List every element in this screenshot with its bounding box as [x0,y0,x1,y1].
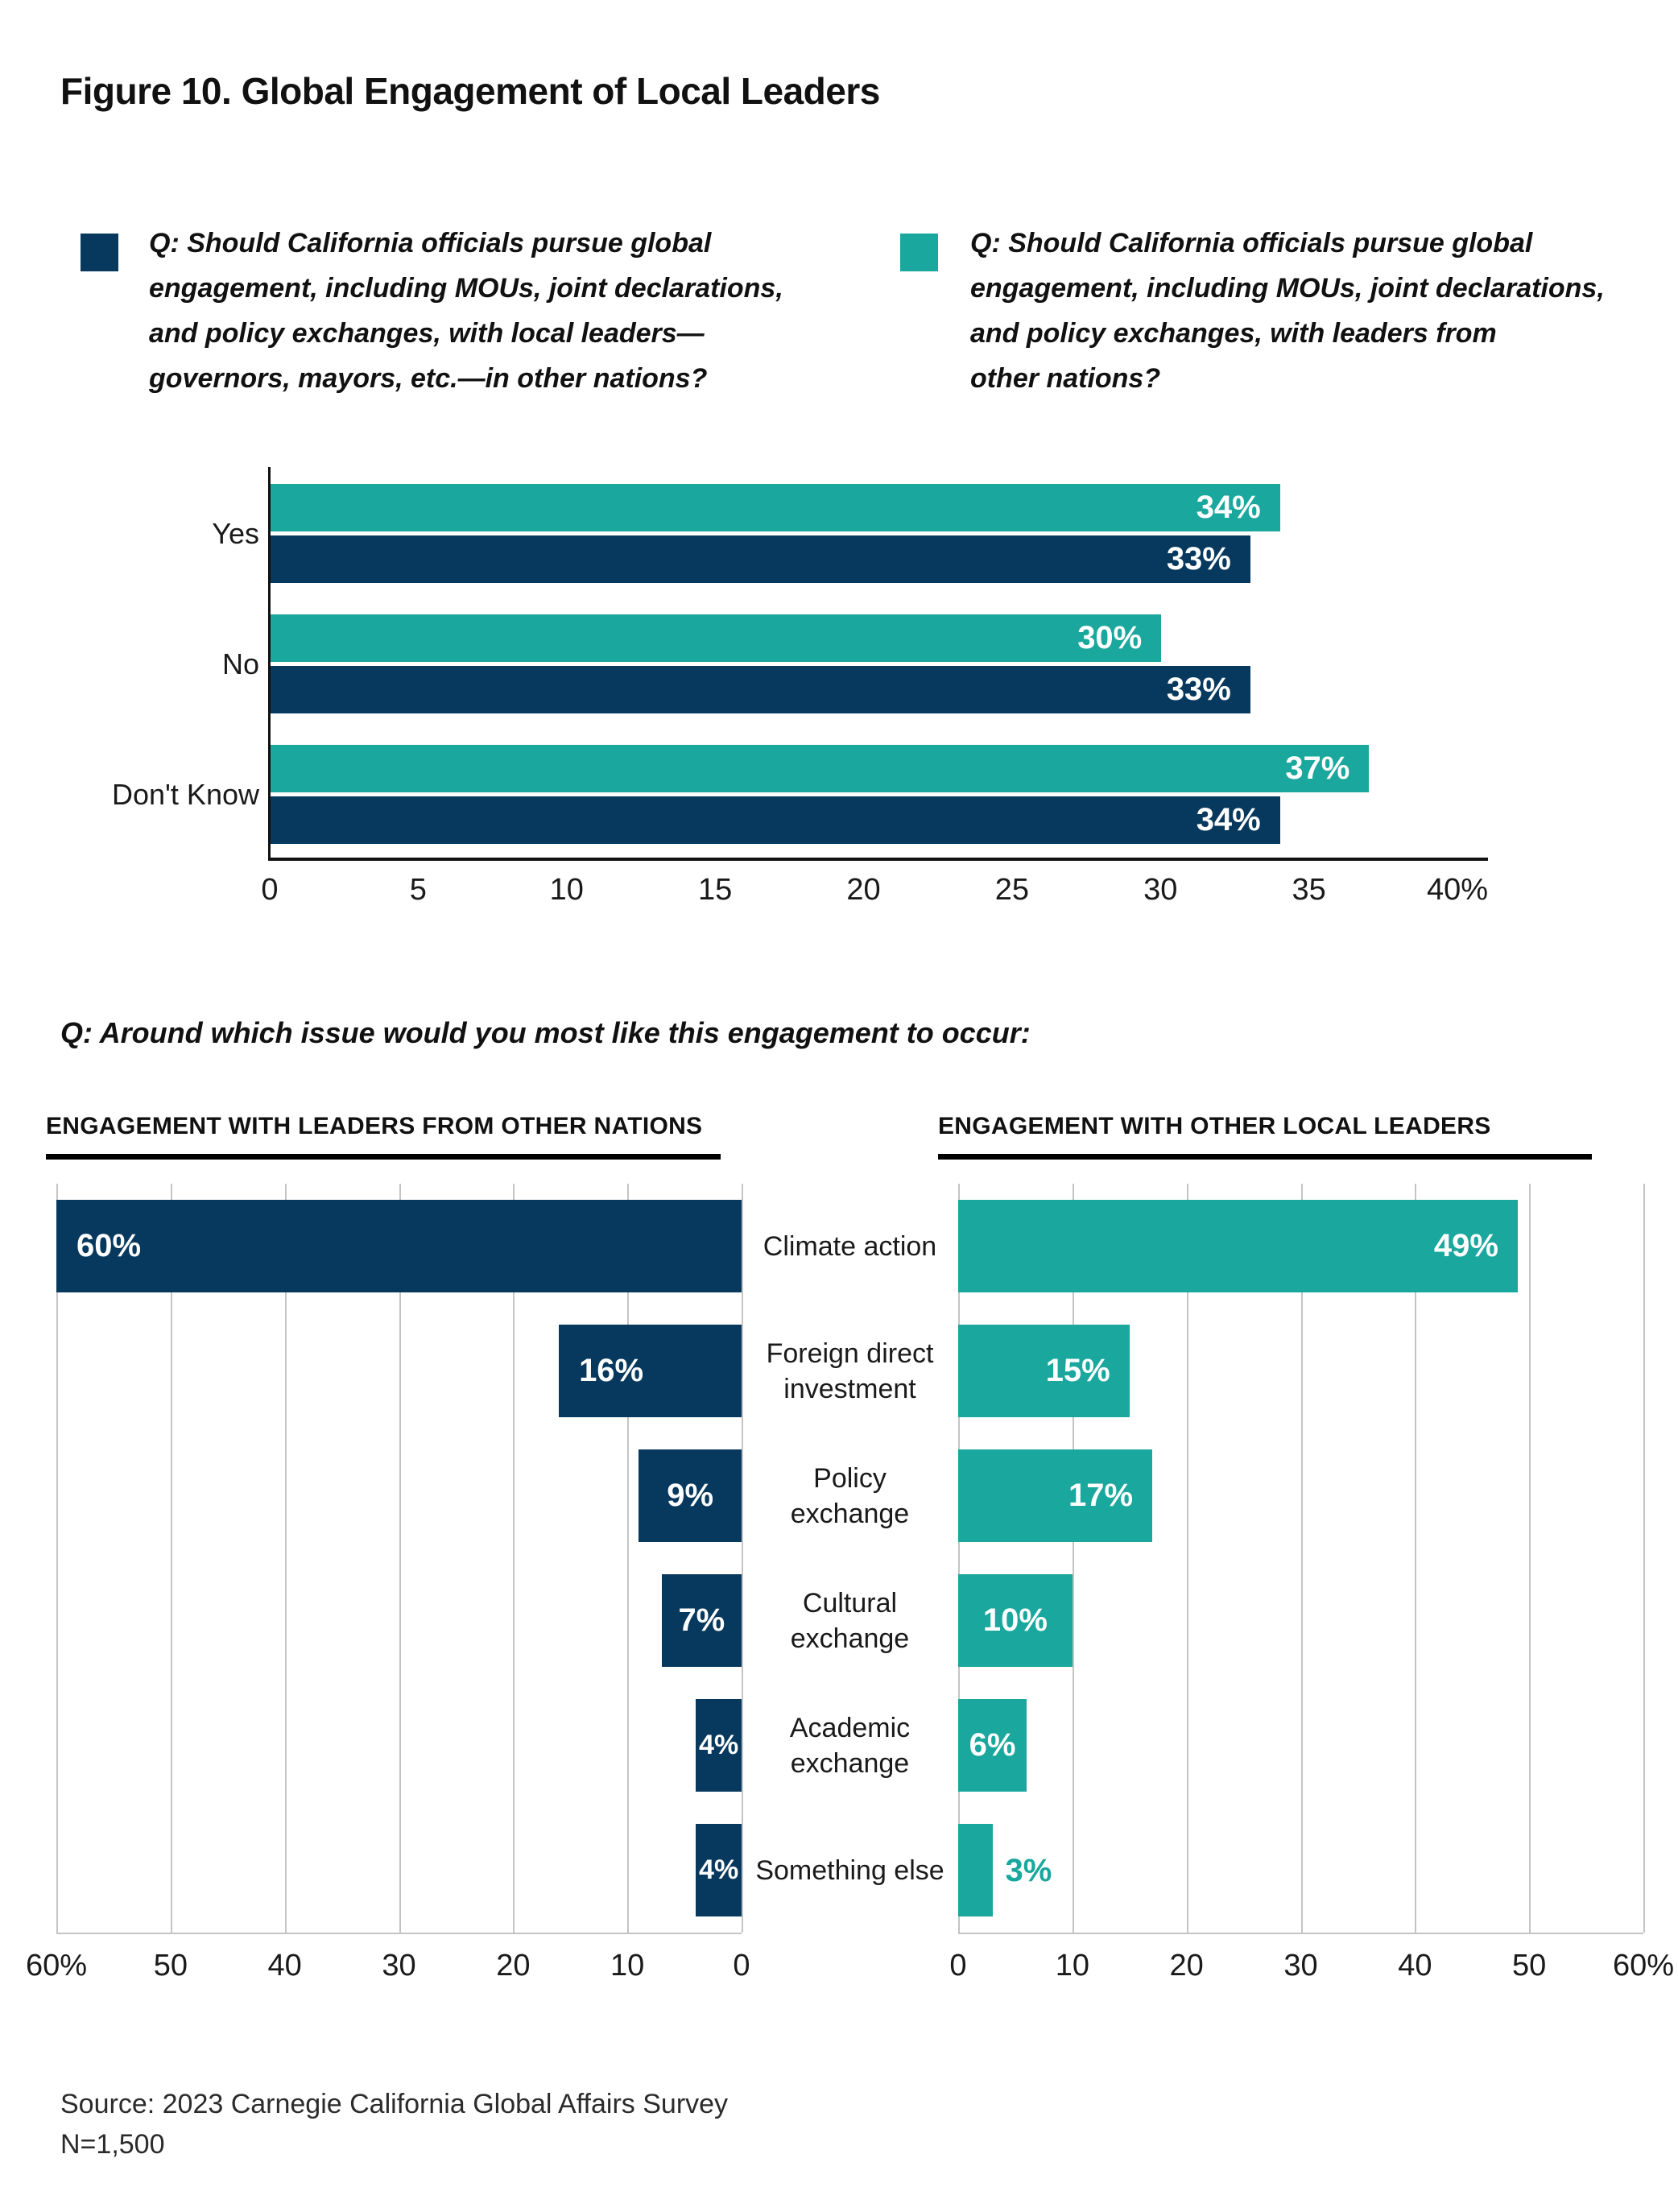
gridline [1643,1184,1645,1933]
x-tick-label: 5 [409,873,427,907]
bar-teal-climate-action: 49% [958,1200,1518,1292]
bar-navy-policy-exchange: 9% [639,1449,742,1542]
x-tick-label: 0 [949,1949,967,1983]
gridline [627,1184,629,1933]
category-label-line: exchange [790,1747,910,1779]
category-label-line: investment [783,1373,916,1404]
source-line: N=1,500 [60,2129,165,2160]
bar-navy-don-t-know: 34% [271,796,1280,844]
legend-question-line: Q: Should California officials pursue global [149,228,712,258]
bar-teal-yes: 34% [271,484,1280,531]
legend-question-line: and policy exchanges, with leaders from [970,318,1497,349]
x-tick-label: 40 [267,1949,302,1983]
x-tick-label: 15 [697,873,733,907]
x-tick-label: 30 [1283,1949,1318,1983]
gridline [399,1184,401,1933]
source-note [60,2084,728,2164]
baseline [958,1933,1643,1934]
figure-title: Figure 10. Global Engagement of Local Leaders [60,70,880,112]
x-tick-label: 10 [610,1949,645,1983]
category-label-don-t-know: Don't Know [112,777,259,811]
legend-question-line: Q: Should California officials pursue global [970,228,1533,258]
gridline [1073,1184,1074,1933]
category-label-yes: Yes [212,516,259,550]
category-label-academic-exchange [742,1683,958,1808]
question-issue-prompt: Q: Around which issue would you most like this engagement to occur: [60,1016,1031,1049]
x-tick-label: 10 [549,873,584,907]
category-label-climate-action [742,1184,958,1309]
bar-teal-academic-exchange: 6% [958,1699,1027,1792]
x-tick-label: 60% [1612,1949,1675,1983]
category-label-no: No [221,647,259,680]
category-label-line: exchange [790,1498,910,1529]
legend-question-line: and policy exchanges, with local leaders— [149,318,705,349]
category-label-line: Climate action [763,1230,937,1262]
bar-navy-foreign-direct-investment: 16% [559,1325,742,1417]
source-line: Source: 2023 Carnegie California Global Affairs Survey [60,2089,729,2119]
category-label-line: Foreign direct [766,1338,934,1369]
x-tick-label: 60% [25,1949,88,1983]
gridline [513,1184,515,1933]
category-label-line: Policy [813,1462,887,1494]
bar-teal-cultural-exchange: 10% [958,1574,1073,1667]
gridline [1187,1184,1188,1933]
x-tick-label: 25 [994,873,1030,907]
baseline [56,1933,742,1934]
category-label-foreign-direct-investment [742,1309,958,1433]
x-tick-label: 50 [153,1949,188,1983]
category-label-line: Something else [755,1854,944,1886]
x-tick-label: 20 [1169,1949,1204,1983]
legend-question-line: governors, mayors, etc.—in other nations? [149,363,708,394]
x-tick-label: 10 [1055,1949,1089,1983]
bar-navy-academic-exchange: 4% [696,1699,742,1792]
bar-navy-yes: 33% [271,535,1250,583]
left-section-header: ENGAGEMENT WITH LEADERS FROM OTHER NATIONS [46,1113,721,1160]
bar-navy-something-else: 4% [696,1824,742,1916]
bar-teal-foreign-direct-investment: 15% [958,1325,1130,1417]
gridline [958,1184,960,1933]
bar-teal-something-else [958,1824,993,1916]
gridline [171,1184,172,1933]
bar-teal-no: 30% [271,614,1161,662]
legend-question-line: other nations? [970,363,1161,394]
x-tick-label: 35 [1292,873,1326,907]
x-tick-label: 0 [733,1949,750,1983]
category-label-cultural-exchange [742,1558,958,1683]
right-section-header: ENGAGEMENT WITH OTHER LOCAL LEADERS [938,1113,1592,1160]
bar-teal-policy-exchange: 17% [958,1449,1152,1542]
category-label-line: Academic [789,1712,911,1743]
x-tick-label: 50 [1512,1949,1547,1983]
bar-navy-no: 33% [271,666,1250,713]
x-tick-label: 30 [1143,873,1178,907]
gridline [56,1184,58,1933]
legend-question-line: engagement, including MOUs, joint declarations, [149,273,783,304]
gridline [1529,1184,1531,1933]
x-tick-label: 30 [382,1949,416,1983]
category-label-line: Cultural [802,1587,898,1619]
x-tick-label: 40% [1426,873,1489,907]
gridline [1301,1184,1303,1933]
x-tick-label: 0 [261,873,279,907]
category-label-something-else [742,1808,958,1933]
gridline [1415,1184,1416,1933]
legend-question-line: engagement, including MOUs, joint declarations, [970,273,1605,304]
bar-navy-climate-action: 60% [56,1200,742,1292]
bar-teal-don-t-know: 37% [271,745,1369,792]
bar-navy-cultural-exchange: 7% [662,1574,742,1667]
category-label-line: exchange [790,1623,910,1654]
bar-value-label-outside: 3% [1005,1852,1052,1888]
x-tick-label: 40 [1398,1949,1432,1983]
x-tick-label: 20 [846,873,881,907]
gridline [285,1184,287,1933]
category-label-policy-exchange [742,1433,958,1558]
x-tick-label: 20 [496,1949,531,1983]
